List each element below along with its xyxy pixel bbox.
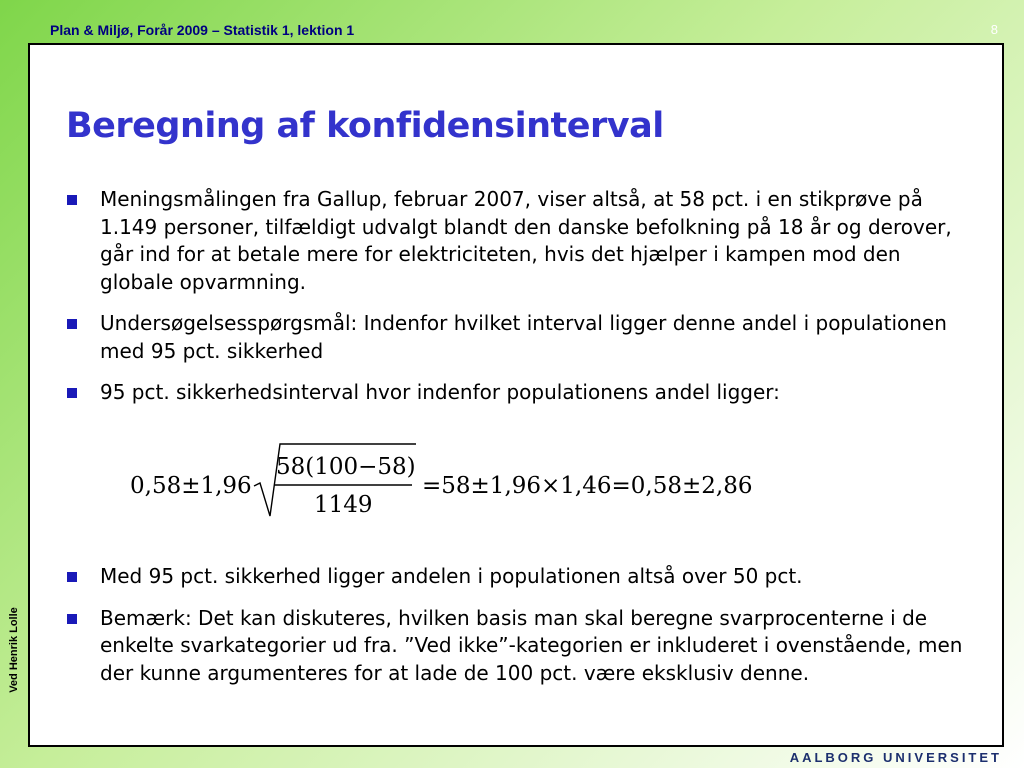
side-credit-text: Ved Henrik Lolle xyxy=(8,607,20,693)
confidence-interval-formula xyxy=(130,440,790,522)
formula-lhs: 0,58±1,96 xyxy=(130,473,252,499)
formula-denominator: 1149 xyxy=(314,492,373,518)
bullet-item xyxy=(66,186,976,296)
square-bullet-icon xyxy=(67,319,77,329)
bullet-text: Meningsmålingen fra Gallup, februar 2007, viser altså, at 58 pct. i en stikprøve på 1.149 personer, tilfældigt udvalgt blandt den danske befolkning på 18 år og derover, går ind for at betale mere for elektriciteten, hvis det hjælper i kampen mod den globale opvarmning. xyxy=(100,187,952,294)
slide-page-number: 8 xyxy=(990,22,998,37)
square-bullet-icon xyxy=(67,572,77,582)
bullet-text: Undersøgelsesspørgsmål: Indenfor hvilket interval ligger denne andel i populationen med 95 pct. sikkerhed xyxy=(100,311,947,363)
bullet-item xyxy=(66,563,976,591)
bullet-item xyxy=(66,605,976,688)
bullet-item xyxy=(66,310,976,365)
bullet-item xyxy=(66,379,976,407)
slide-title: Beregning af konfidensinterval xyxy=(66,106,664,146)
square-bullet-icon xyxy=(67,388,77,398)
aalborg-universitet-logo: AALBORG UNIVERSITET xyxy=(789,750,1002,765)
formula-rhs: =58±1,96×1,46=0,58±2,86 xyxy=(422,473,753,499)
presentation-header-title: Plan & Miljø, Forår 2009 – Statistik 1, lektion 1 xyxy=(50,22,355,38)
bullet-text: 95 pct. sikkerhedsinterval hvor indenfor populationens andel ligger: xyxy=(100,380,780,404)
bullet-text: Med 95 pct. sikkerhed ligger andelen i populationen altså over 50 pct. xyxy=(100,564,803,588)
square-bullet-icon xyxy=(67,614,77,624)
bullet-list-bottom xyxy=(66,563,976,701)
side-credit xyxy=(2,590,26,710)
square-bullet-icon xyxy=(67,195,77,205)
formula-numerator: 58(100−58) xyxy=(276,454,416,480)
bullet-text: Bemærk: Det kan diskuteres, hvilken basis man skal beregne svarprocenterne i de enkelte svarkategorier ud fra. ”Ved ikke”-kategorien er inkluderet i ovenstående, men der kunne argumenteres for at lade de 100 pct. være eksklusiv denne. xyxy=(100,605,963,685)
bullet-list-top xyxy=(66,186,976,421)
